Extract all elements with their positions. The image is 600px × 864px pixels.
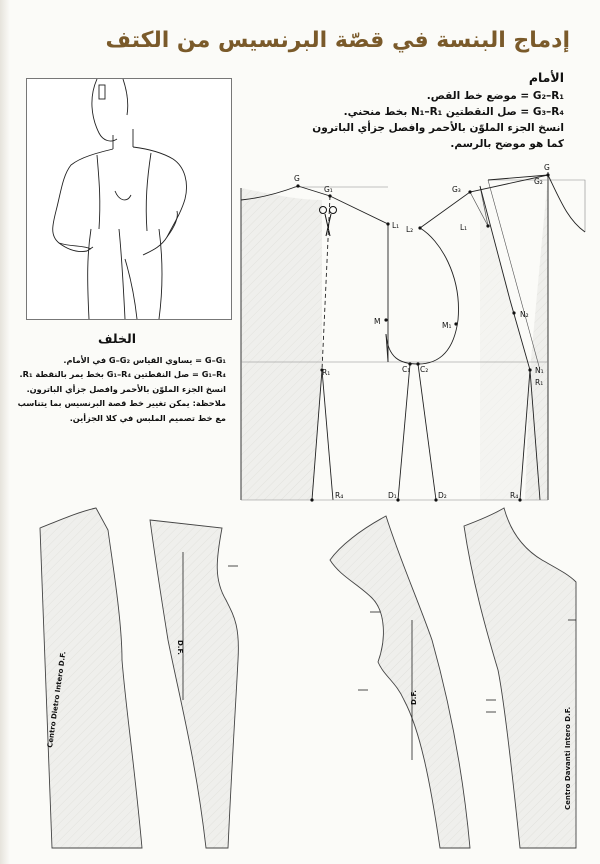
- back-line: انسخ الجزء الملوّن بالأحمر وافصل جزأي الباترون.: [26, 383, 226, 394]
- back-side-piece: [150, 520, 238, 848]
- front-center-label: Centro Davanti Intero D.F.: [564, 706, 572, 810]
- front-heading: الأمام: [528, 70, 564, 85]
- label-C1: C₁: [402, 365, 411, 374]
- label-N2: N₂: [520, 310, 529, 319]
- label-N1: N₁: [535, 366, 544, 375]
- back-line: مع خط تصميم الملبس في كلا الجزأين.: [69, 412, 226, 423]
- label-R4-right: R₄: [510, 491, 519, 500]
- page-title: إدماج البنسة في قصّة البرنسيس من الكتف: [105, 28, 570, 53]
- label-R1: R₁: [322, 368, 331, 377]
- front-line: كما هو موضح بالرسم.: [450, 138, 564, 150]
- label-L1-right: L₁: [460, 223, 468, 232]
- label-M1: M₁: [442, 321, 452, 330]
- label-R1-right: R₁: [535, 378, 544, 387]
- label-L1: L₁: [392, 221, 400, 230]
- label-G2: G₂: [534, 177, 543, 186]
- back-line: G₁–R₄ = صل النقطتين G₁–R₄ بخط يمر بالنقطة R₁.: [19, 369, 226, 379]
- back-center-label: Centro Dietro Intero D.F.: [46, 650, 68, 749]
- label-M: M: [374, 317, 381, 326]
- label-G1: G₁: [324, 185, 333, 194]
- back-line: G–G₁ = يساوي القياس G–G₂ في الأمام.: [63, 354, 226, 365]
- draft-diagram: [241, 163, 585, 502]
- front-side-df-label: D.F.: [410, 690, 418, 705]
- front-line: انسخ الجزء الملوّن بالأحمر وافصل جزأي الباترون: [312, 122, 564, 134]
- label-D1: D₁: [388, 491, 397, 500]
- back-line: ملاحظة: يمكن تغيير خط قصة البرنسيس بما يتناسب: [17, 398, 226, 408]
- front-line: G₂–R₁ = موضع خط القص.: [426, 90, 564, 102]
- label-L2: L₂: [406, 225, 414, 234]
- front-line: G₃–R₄ = صل النقطتين N₁–R₁ بخط منحني.: [343, 106, 564, 118]
- label-G3: G₃: [452, 185, 461, 194]
- label-C2: C₂: [420, 365, 429, 374]
- label-G: G: [294, 174, 300, 183]
- front-center-piece: [464, 508, 576, 848]
- back-heading: الخلف: [98, 331, 136, 346]
- front-side-piece: [330, 516, 470, 848]
- label-D2: D₂: [438, 491, 447, 500]
- back-side-df-label: D.F.: [176, 640, 184, 655]
- separated-pattern-pieces: [40, 508, 576, 848]
- label-G-right: G: [544, 163, 550, 172]
- label-R4: R₄: [335, 491, 344, 500]
